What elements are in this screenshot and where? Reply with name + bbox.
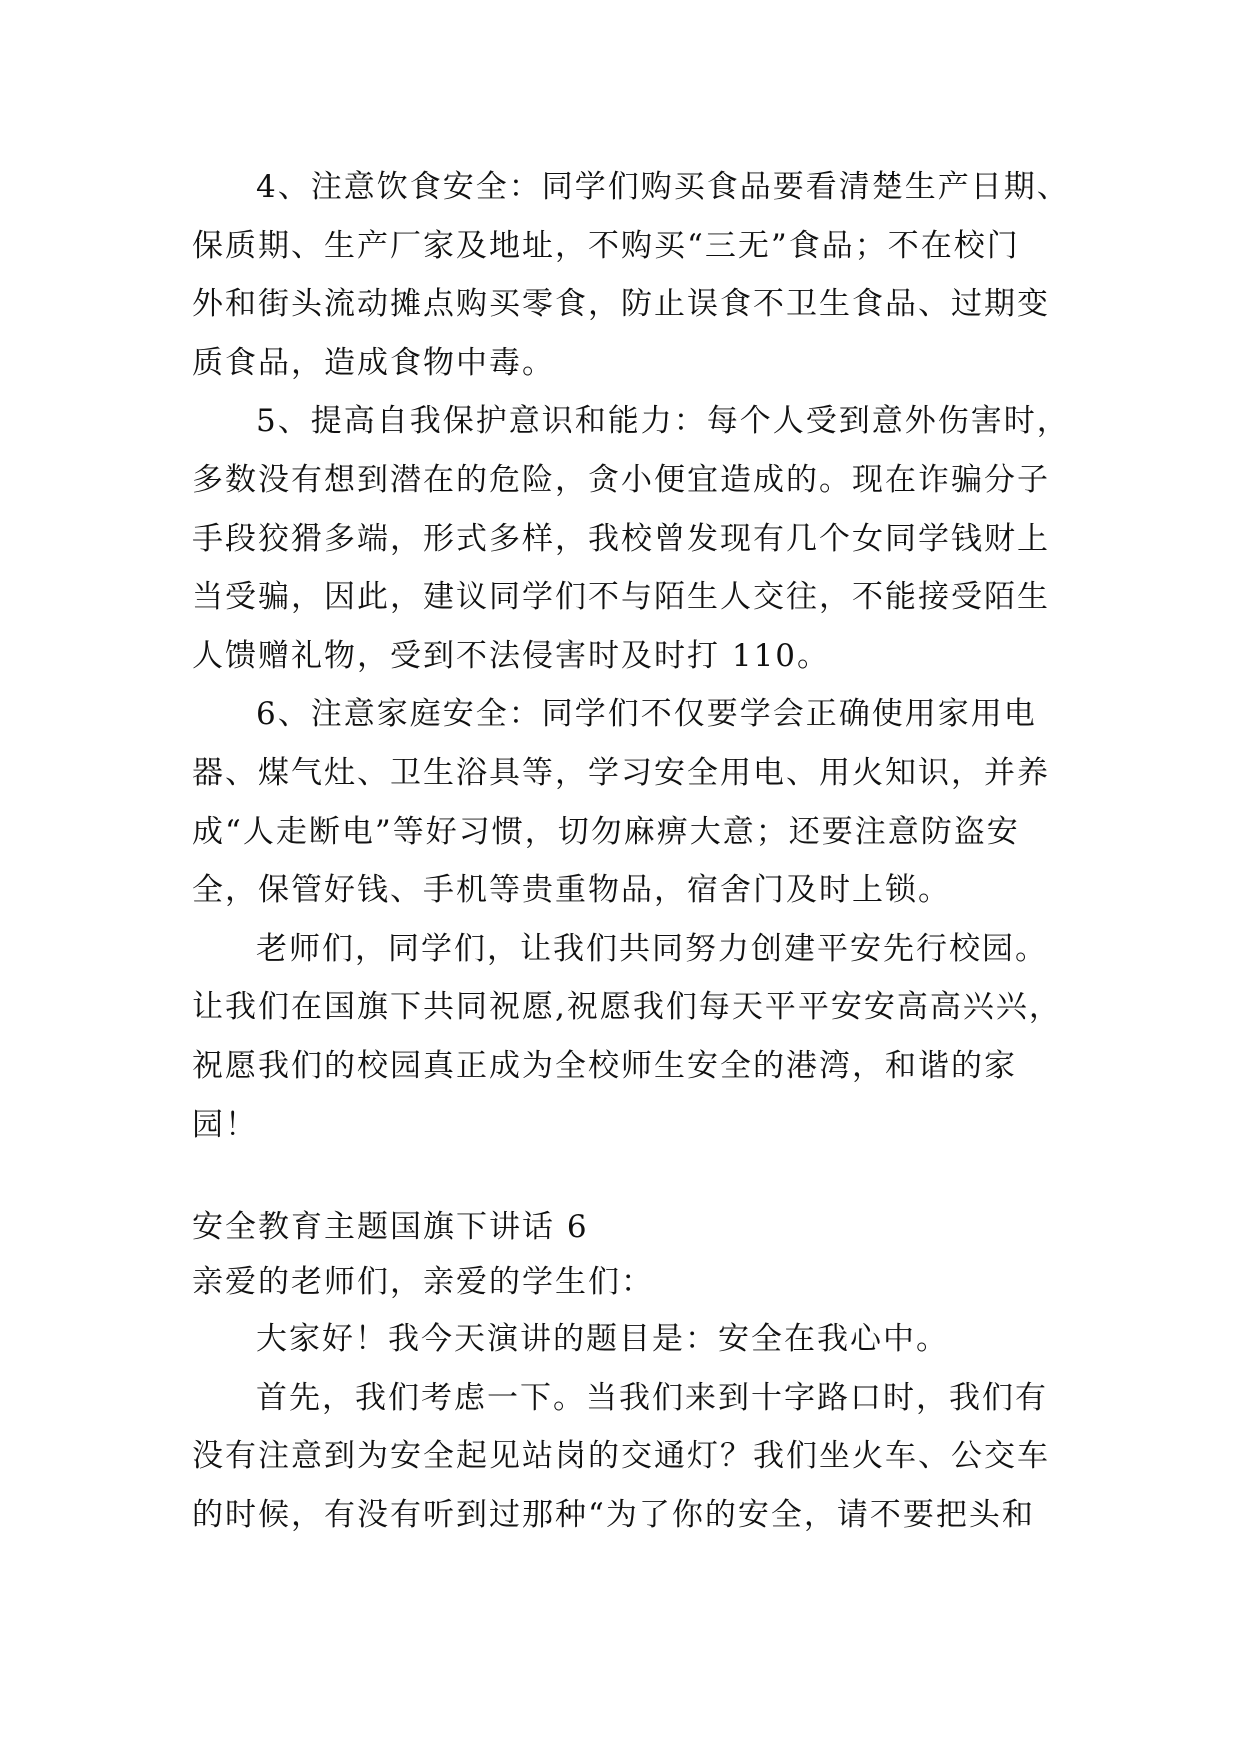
paragraph-food-safety	[192, 158, 1072, 392]
paragraph-greeting	[192, 1310, 1072, 1369]
text-line: 全，保管好钱、手机等贵重物品，宿舍门及时上锁。	[192, 872, 951, 909]
text-line: 祝愿我们的校园真正成为全校师生安全的港湾，和谐的家	[192, 1047, 1017, 1084]
paragraph-closing	[192, 920, 1072, 1154]
text-line: 让我们在国旗下共同祝愿,祝愿我们每天平平安安高高兴兴，	[192, 989, 1062, 1026]
text-line: 当受骗，因此，建议同学们不与陌生人交往，不能接受陌生	[192, 579, 1050, 616]
text-line: 老师们，同学们，让我们共同努力创建平安先行校园。	[256, 930, 1048, 967]
paragraph-self-protection	[192, 392, 1072, 685]
text-line: 手段狡猾多端，形式多样，我校曾发现有几个女同学钱财上	[192, 520, 1050, 557]
text-line: 5、提高自我保护意识和能力：每个人受到意外伤害时，	[256, 403, 1070, 440]
text-line: 人馈赠礼物，受到不法侵害时及时打 110。	[192, 637, 831, 674]
text-line: 园！	[192, 1106, 258, 1143]
text-line: 成“人走断电”等好习惯，切勿麻痹大意；还要注意防盗安	[192, 813, 1020, 850]
text-line: 器、煤气灶、卫生浴具等，学习安全用电、用火知识，并养	[192, 754, 1050, 791]
section-gap	[192, 1154, 1072, 1200]
text-line: 没有注意到为安全起见站岗的交通灯？我们坐火车、公交车	[192, 1438, 1050, 1475]
text-line: 4、注意饮食安全：同学们购买食品要看清楚生产日期、	[256, 169, 1070, 205]
text-line: 首先，我们考虑一下。当我们来到十字路口时，我们有	[256, 1379, 1048, 1416]
paragraph-home-safety	[192, 685, 1072, 919]
text-line: 的时候，有没有听到过那种“为了你的安全，请不要把头和	[192, 1496, 1035, 1533]
section-title: 安全教育主题国旗下讲话 6	[192, 1209, 589, 1246]
text-line: 外和街头流动摊点购买零食，防止误食不卫生食品、过期变	[192, 286, 1050, 323]
text-line: 大家好！我今天演讲的题目是：安全在我心中。	[256, 1321, 949, 1358]
salutation: 亲爱的老师们，亲爱的学生们：	[192, 1264, 654, 1301]
document-body	[192, 158, 1072, 1544]
text-line: 质食品，造成食物中毒。	[192, 344, 555, 381]
text-line: 多数没有想到潜在的危险，贪小便宜造成的。现在诈骗分子	[192, 461, 1050, 498]
text-line: 6、注意家庭安全：同学们不仅要学会正确使用家用电	[256, 696, 1037, 733]
text-line: 保质期、生产厂家及地址，不购买“三无”食品；不在校门	[192, 227, 1020, 264]
paragraph-first-point	[192, 1369, 1072, 1545]
